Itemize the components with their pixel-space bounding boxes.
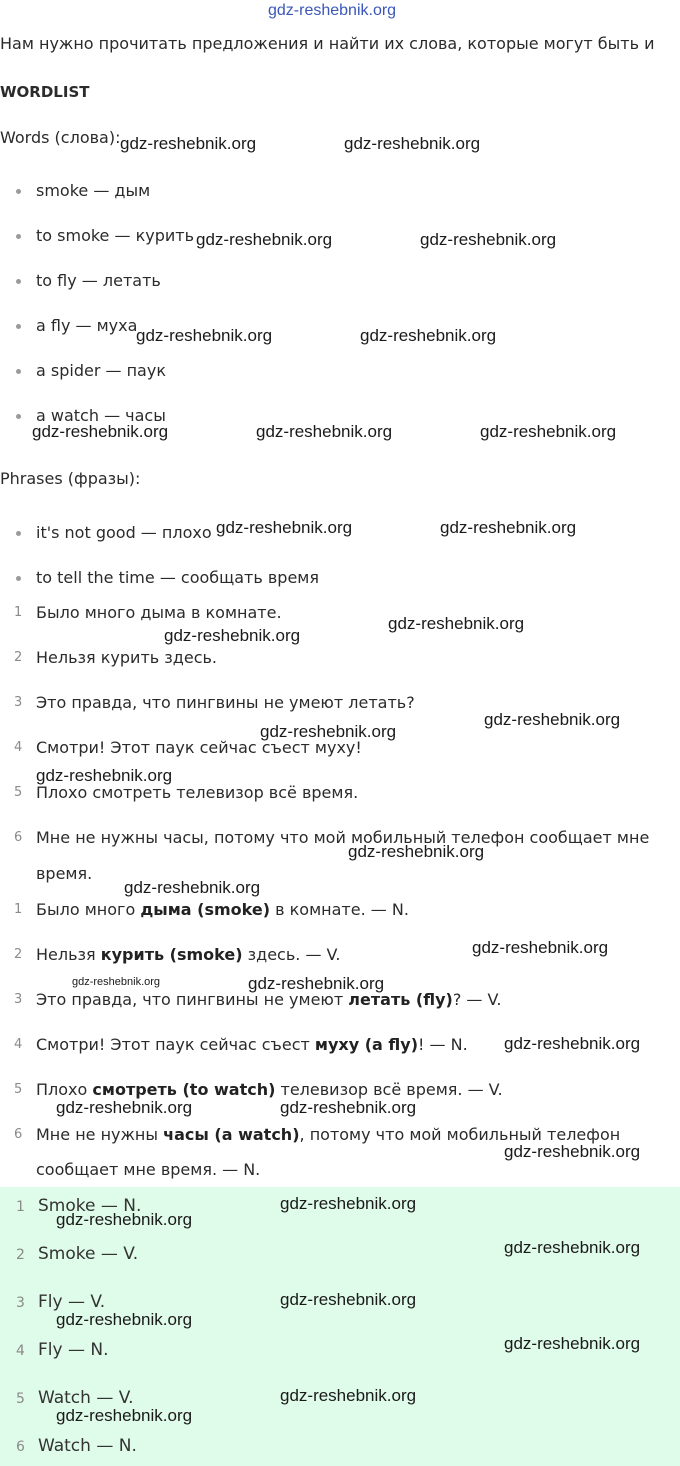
list-number: 2 xyxy=(14,650,23,665)
words-heading: Words (слова): xyxy=(0,128,121,147)
bullet xyxy=(16,414,21,419)
list-item: Мне не нужны часы, потому что мой мобильный телефон сообщает мне xyxy=(36,828,650,847)
list-item-continuation: время. xyxy=(36,864,93,883)
watermark: gdz-reshebnik.org xyxy=(56,1210,193,1229)
watermark: gdz-reshebnik.org xyxy=(256,422,393,441)
answer-item: Smoke — N. xyxy=(38,1196,142,1216)
watermark: gdz-reshebnik.org xyxy=(248,974,385,993)
watermark: gdz-reshebnik.org xyxy=(260,722,397,741)
watermark: gdz-reshebnik.org xyxy=(360,326,497,345)
answer-item: Watch — V. xyxy=(38,1388,134,1408)
watermark: gdz-reshebnik.org xyxy=(280,1386,417,1405)
watermark: gdz-reshebnik.org xyxy=(504,1238,641,1257)
answer-number: 2 xyxy=(16,1247,25,1263)
watermark: gdz-reshebnik.org xyxy=(56,1310,193,1329)
watermark: gdz-reshebnik.org xyxy=(216,518,353,537)
list-item: Плохо смотреть (to watch) телевизор всё время. — V. xyxy=(36,1080,503,1099)
list-item: it's not good — плохо xyxy=(36,523,212,542)
bullet xyxy=(16,324,21,329)
watermark: gdz-reshebnik.org xyxy=(348,842,485,861)
list-number: 5 xyxy=(14,1082,23,1097)
watermark: gdz-reshebnik.org xyxy=(504,1034,641,1053)
list-number: 6 xyxy=(14,830,23,845)
watermark: gdz-reshebnik.org xyxy=(344,134,481,153)
list-item: smoke — дым xyxy=(36,181,151,200)
list-item: Нельзя курить (smoke) здесь. — V. xyxy=(36,945,341,964)
list-item: Это правда, что пингвины не умеют летать (fly)? — V. xyxy=(36,990,502,1009)
bullet xyxy=(16,279,21,284)
answer-item: Smoke — V. xyxy=(38,1244,139,1264)
watermark: gdz-reshebnik.org xyxy=(388,614,525,633)
list-item: a watch — часы xyxy=(36,406,166,425)
watermark: gdz-reshebnik.org xyxy=(472,938,609,957)
list-number: 3 xyxy=(14,992,23,1007)
answer-number: 1 xyxy=(16,1199,25,1215)
answer-number: 4 xyxy=(16,1343,25,1359)
watermark: gdz-reshebnik.org xyxy=(36,766,173,785)
bullet xyxy=(16,369,21,374)
answer-number: 5 xyxy=(16,1391,25,1407)
watermark-top: gdz-reshebnik.org xyxy=(268,2,397,19)
watermark: gdz-reshebnik.org xyxy=(280,1098,417,1117)
watermark: gdz-reshebnik.org xyxy=(420,230,557,249)
phrases-heading: Phrases (фразы): xyxy=(0,469,141,488)
list-number: 4 xyxy=(14,1037,23,1052)
list-number: 6 xyxy=(14,1127,23,1142)
watermark: gdz-reshebnik.org xyxy=(484,710,621,729)
list-item: Нельзя курить здесь. xyxy=(36,648,217,667)
wordlist-heading: WORDLIST xyxy=(0,83,90,101)
list-number: 1 xyxy=(14,605,23,620)
watermark: gdz-reshebnik.org xyxy=(124,878,261,897)
watermark: gdz-reshebnik.org xyxy=(440,518,577,537)
bullet xyxy=(16,234,21,239)
answer-number: 6 xyxy=(16,1439,25,1455)
list-number: 2 xyxy=(14,947,23,962)
list-item: to tell the time — сообщать время xyxy=(36,568,319,587)
list-item: Было много дыма (smoke) в комнате. — N. xyxy=(36,900,409,919)
list-item: Было много дыма в комнате. xyxy=(36,603,282,622)
list-item: a spider — паук xyxy=(36,361,166,380)
answer-number: 3 xyxy=(16,1295,25,1311)
watermark: gdz-reshebnik.org xyxy=(56,1406,193,1425)
list-number: 1 xyxy=(14,902,23,917)
list-item-continuation: сообщает мне время. — N. xyxy=(36,1160,261,1179)
answer-item: Watch — N. xyxy=(38,1436,137,1456)
watermark: gdz-reshebnik.org xyxy=(56,1098,193,1117)
watermark: gdz-reshebnik.org xyxy=(196,230,333,249)
list-item: to smoke — курить xyxy=(36,226,195,245)
list-item: to fly — летать xyxy=(36,271,161,290)
watermark: gdz-reshebnik.org xyxy=(280,1194,417,1213)
list-number: 4 xyxy=(14,740,23,755)
list-number: 3 xyxy=(14,695,23,710)
bullet xyxy=(16,531,21,536)
watermark: gdz-reshebnik.org xyxy=(504,1142,641,1161)
watermark: gdz-reshebnik.org xyxy=(480,422,617,441)
list-item: Это правда, что пингвины не умеют летать? xyxy=(36,693,415,712)
watermark: gdz-reshebnik.org xyxy=(32,422,169,441)
watermark: gdz-reshebnik.org xyxy=(164,626,301,645)
list-item: Плохо смотреть телевизор всё время. xyxy=(36,783,359,802)
list-item: a fly — муха xyxy=(36,316,138,335)
bullet xyxy=(16,189,21,194)
answer-item: Fly — V. xyxy=(38,1292,106,1312)
list-item: Смотри! Этот паук сейчас съест муху! xyxy=(36,738,362,757)
watermark: gdz-reshebnik.org xyxy=(136,326,273,345)
list-item: Смотри! Этот паук сейчас съест муху (a fly)! — N. xyxy=(36,1035,468,1054)
watermark: gdz-reshebnik.org xyxy=(120,134,257,153)
list-item: Мне не нужны часы (a watch), потому что мой мобильный телефон xyxy=(36,1125,621,1144)
intro-text: Нам нужно прочитать предложения и найти их слова, которые могут быть и xyxy=(0,34,655,53)
list-number: 5 xyxy=(14,785,23,800)
answer-item: Fly — N. xyxy=(38,1340,109,1360)
bullet xyxy=(16,576,21,581)
watermark: gdz-reshebnik.org xyxy=(280,1290,417,1309)
watermark: gdz-reshebnik.org xyxy=(72,976,161,988)
watermark: gdz-reshebnik.org xyxy=(504,1334,641,1353)
